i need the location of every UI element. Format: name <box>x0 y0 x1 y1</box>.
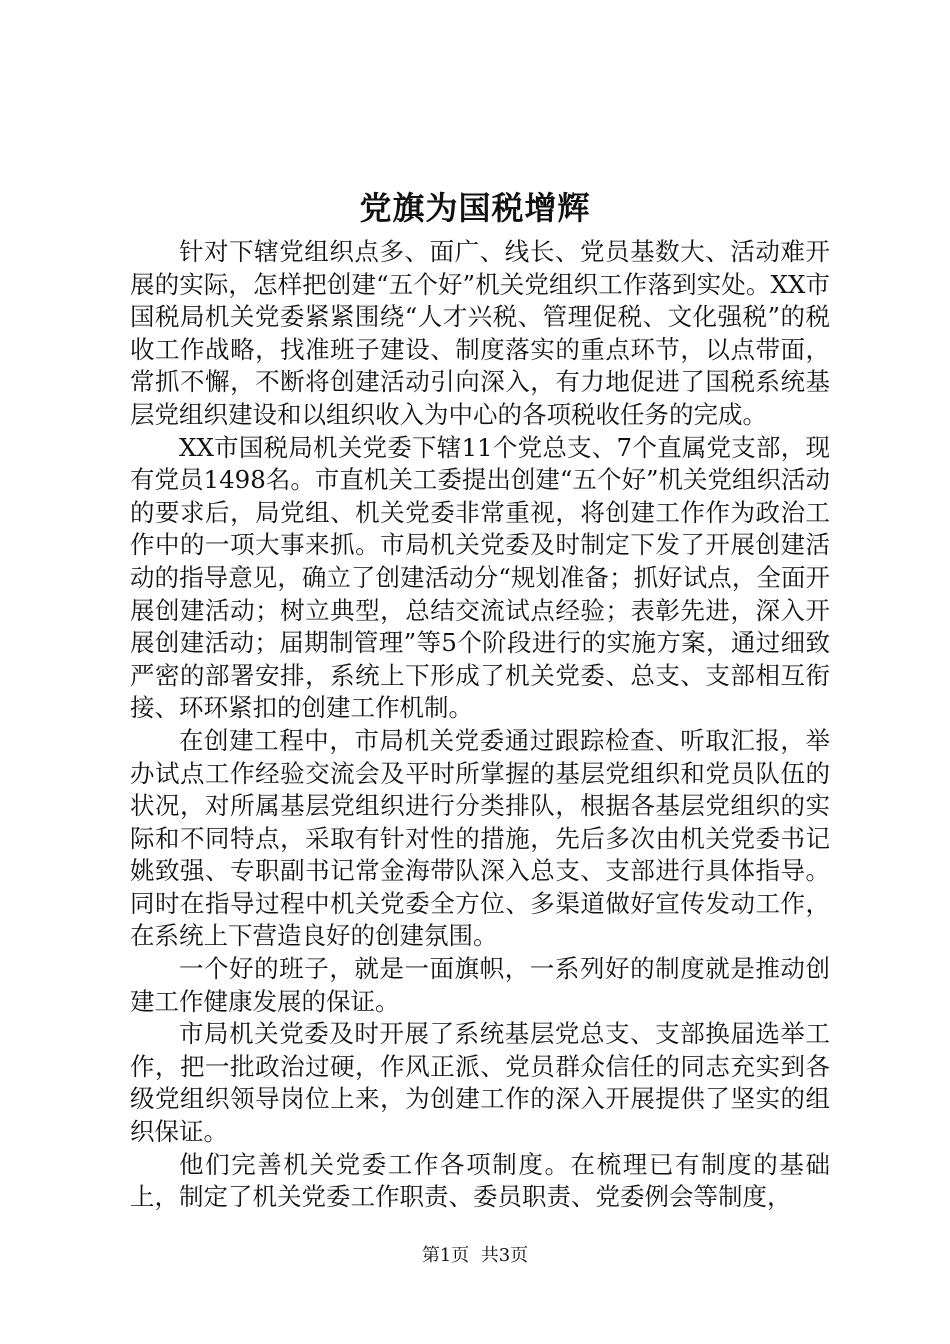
document-title: 党旗为国税增辉 <box>359 189 591 227</box>
paragraph-5: 市局机关党委及时开展了系统基层党总支、支部换届选举工作，把一批政治过硬，作风正派、党员群众信任的同志充实到各级党组织领导岗位上来，为创建工作的深入开展提供了坚实的组织保证。 <box>130 1019 830 1147</box>
document-body <box>130 236 830 1214</box>
paragraph-6: 他们完善机关党委工作各项制度。在梳理已有制度的基础上，制定了机关党委工作职责、委员职责、党委例会等制度， <box>130 1149 830 1212</box>
paragraph-2: XX市国税局机关党委下辖11个党总支、7个直属党支部，现有党员1498名。市直机关工委提出创建“五个好”机关党组织活动的要求后，局党组、机关党委非常重视，将创建工作作为政治工作中的一项大事来抓。市局机关党委及时制定下发了开展创建活动的指导意见，确立了创建活动分“规划准备；抓好试点，全面开展创建活动；树立典型，总结交流试点经验；表彰先进，深入开展创建活动；届期制管理”等5个阶段进行的实施方案，通过细致严密的部署安排，系统上下形成了机关党委、总支、支部相互衔接、环环紧扣的创建工作机制。 <box>130 432 830 723</box>
page-number-label: 第1页 共3页 <box>421 1245 529 1266</box>
paragraph-4: 一个好的班子，就是一面旗帜，一系列好的制度就是推动创建工作健康发展的保证。 <box>130 954 830 1016</box>
page-footer <box>0 1244 950 1268</box>
paragraph-1: 针对下辖党组织点多、面广、线长、党员基数大、活动难开展的实际，怎样把创建“五个好”机关党组织工作落到实处。XX市国税局机关党委紧紧围绕“人才兴税、管理促税、文化强税”的税收工作战略，找准班子建设、制度落实的重点环节，以点带面，常抓不懈，不断将创建活动引向深入，有力地促进了国税系统基层党组织建设和以组织收入为中心的各项税收任务的完成。 <box>130 237 830 429</box>
paragraph-3: 在创建工程中，市局机关党委通过跟踪检查、听取汇报，举办试点工作经验交流会及平时所掌握的基层党组织和党员队伍的状况，对所属基层党组织进行分类排队，根据各基层党组织的实际和不同特点，采取有针对性的措施，先后多次由机关党委书记姚致强、专职副书记常金海带队深入总支、支部进行具体指导。同时在指导过程中机关党委全方位、多渠道做好宣传发动工作，在系统上下营造良好的创建氛围。 <box>130 725 830 951</box>
